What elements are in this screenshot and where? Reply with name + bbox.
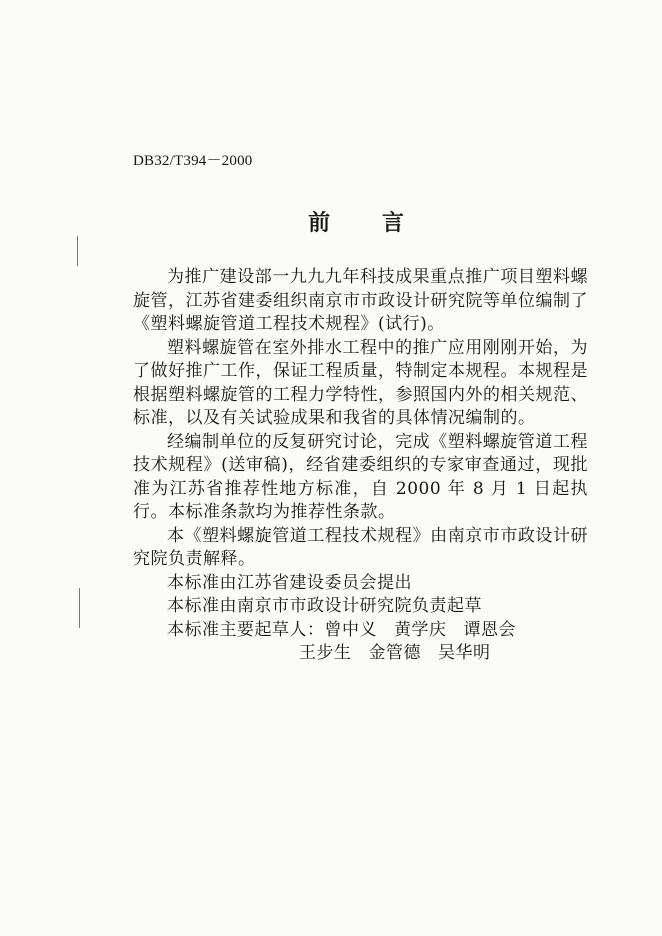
paragraph-2: 塑料螺旋管在室外排水工程中的推广应用刚刚开始，为了做好推广工作，保证工程质量，特制定本规程。本规程是根据塑料螺旋管的工程力学特性，参照国内外的相关规范、标准，以及有关试验成果和我省的具体情况编制的。 xyxy=(133,337,588,428)
paragraph-3: 经编制单位的反复研究讨论，完成《塑料螺旋管道工程技术规程》(送审稿)，经省建委组织的专家审查通过，现批准为江苏省推荐性地方标准，自 2000 年 8 月 1 日起执行。本标准条款均为推荐性条款。 xyxy=(133,431,588,522)
page-title: 前 言 xyxy=(308,210,426,236)
preface-body xyxy=(133,266,588,666)
proposer-line: 本标准由江苏省建设委员会提出 xyxy=(167,572,412,593)
main-drafters-label: 本标准主要起草人： xyxy=(167,619,325,640)
drafting-unit-line: 本标准由南京市市政设计研究院负责起草 xyxy=(167,596,482,616)
main-drafters-line xyxy=(133,619,588,643)
drafter-name: 黄学庆 xyxy=(394,619,447,640)
drafter-name: 王步生 xyxy=(299,643,352,663)
drafter-name: 吴华明 xyxy=(438,643,491,663)
drafter-name: 曾中义 xyxy=(324,619,377,640)
document-code: DB32/T394－2000 xyxy=(133,153,253,169)
paragraph-4: 本《塑料螺旋管道工程技术规程》由南京市市政设计研究院负责解释。 xyxy=(133,525,588,569)
scan-artifact-top xyxy=(77,236,78,266)
paragraph-1: 为推广建设部一九九九年科技成果重点推广项目塑料螺旋管，江苏省建委组织南京市市政设计研究院等单位编制了《塑料螺旋管道工程技术规程》(试行)。 xyxy=(133,267,588,334)
drafter-name: 谭恩会 xyxy=(463,619,516,640)
scan-artifact-bottom xyxy=(79,588,80,628)
drafters-line-2 xyxy=(133,642,588,666)
drafter-name: 金管德 xyxy=(368,643,421,663)
